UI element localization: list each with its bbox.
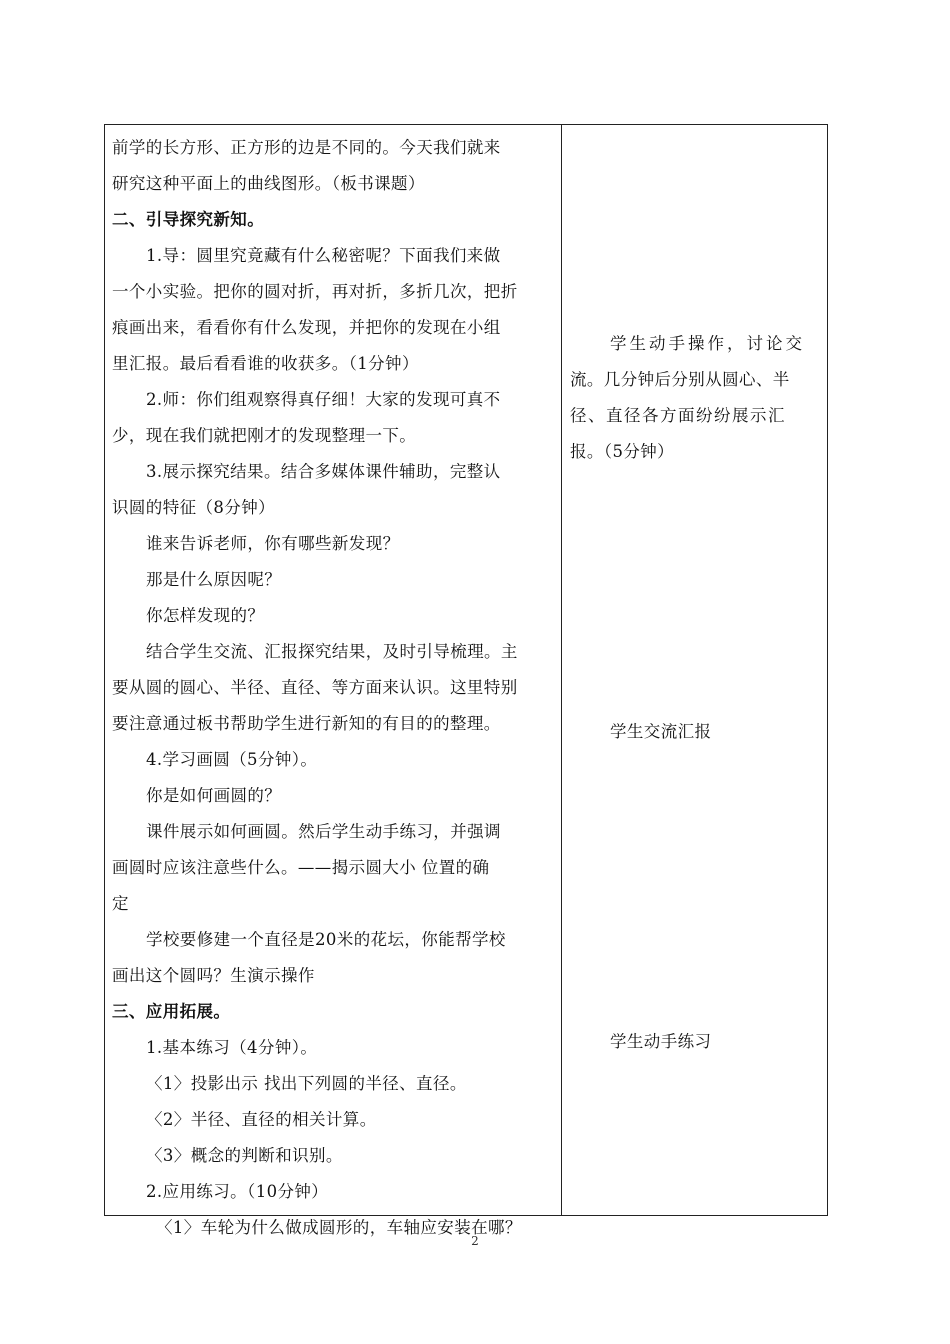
student-note-line: 学生动手练习: [610, 1032, 712, 1051]
text-line: 1.导：圆里究竟藏有什么秘密呢？下面我们来做: [146, 246, 501, 265]
text-line: 少，现在我们就把刚才的发现整理一下。: [112, 426, 417, 445]
text-line: 2.师：你们组观察得真仔细！大家的发现可真不: [146, 390, 501, 409]
text-line: 一个小实验。把你的圆对折，再对折，多折几次，把折: [112, 282, 518, 301]
text-line: 学校要修建一个直径是20米的花坛，你能帮学校: [146, 930, 506, 949]
student-note-line: 学生交流汇报: [610, 722, 712, 741]
page-number: 2: [471, 1234, 479, 1248]
text-line: 1.基本练习（4分钟）。: [146, 1038, 318, 1057]
text-line: 研究这种平面上的曲线图形。（板书课题）: [112, 174, 425, 193]
text-line: 3.展示探究结果。结合多媒体课件辅助，完整认: [146, 462, 501, 481]
text-line: 那是什么原因呢？: [146, 570, 282, 589]
text-line: 要注意通过板书帮助学生进行新知的有目的的整理。: [112, 714, 501, 733]
text-line: 〈1〉车轮为什么做成圆形的，车轴应安装在哪？: [156, 1218, 522, 1237]
text-line: 识圆的特征（8分钟）: [112, 498, 275, 517]
text-line: 〈1〉投影出示 找出下列圆的半径、直径。: [146, 1074, 467, 1093]
text-line: 结合学生交流、汇报探究结果，及时引导梳理。主: [146, 642, 518, 661]
section-heading: 二、引导探究新知。: [112, 210, 265, 229]
text-line: 〈2〉半径、直径的相关计算。: [146, 1110, 377, 1129]
text-line: 谁来告诉老师，你有哪些新发现？: [146, 534, 400, 553]
text-line: 〈3〉概念的判断和识别。: [146, 1146, 343, 1165]
text-line: 要从圆的圆心、半径、直径、等方面来认识。这里特别: [112, 678, 518, 697]
student-note-line: 流。几分钟后分别从圆心、半: [570, 370, 790, 389]
text-line: 画出这个圆吗？生演示操作: [112, 966, 315, 985]
column-divider: [561, 124, 562, 1216]
text-line: 定: [112, 894, 129, 913]
student-note-line: 报。（5分钟）: [570, 442, 675, 461]
text-line: 4.学习画圆（5分钟）。: [146, 750, 318, 769]
text-line: 痕画出来，看看你有什么发现，并把你的发现在小组: [112, 318, 501, 337]
text-line: 你怎样发现的？: [146, 606, 265, 625]
section-heading: 三、应用拓展。: [112, 1002, 231, 1021]
student-note-line: 径、直径各方面纷纷展示汇: [570, 406, 786, 425]
text-line: 里汇报。最后看看谁的收获多。（1分钟）: [112, 354, 419, 373]
text-line: 课件展示如何画圆。然后学生动手练习，并强调: [146, 822, 501, 841]
text-line: 画圆时应该注意些什么。——揭示圆大小 位置的确: [112, 858, 490, 877]
text-line: 2.应用练习。（10分钟）: [146, 1182, 329, 1201]
text-line: 你是如何画圆的？: [146, 786, 282, 805]
student-note-line: 学生动手操作，讨论交: [610, 334, 805, 353]
text-line: 前学的长方形、正方形的边是不同的。今天我们就来: [112, 138, 501, 157]
